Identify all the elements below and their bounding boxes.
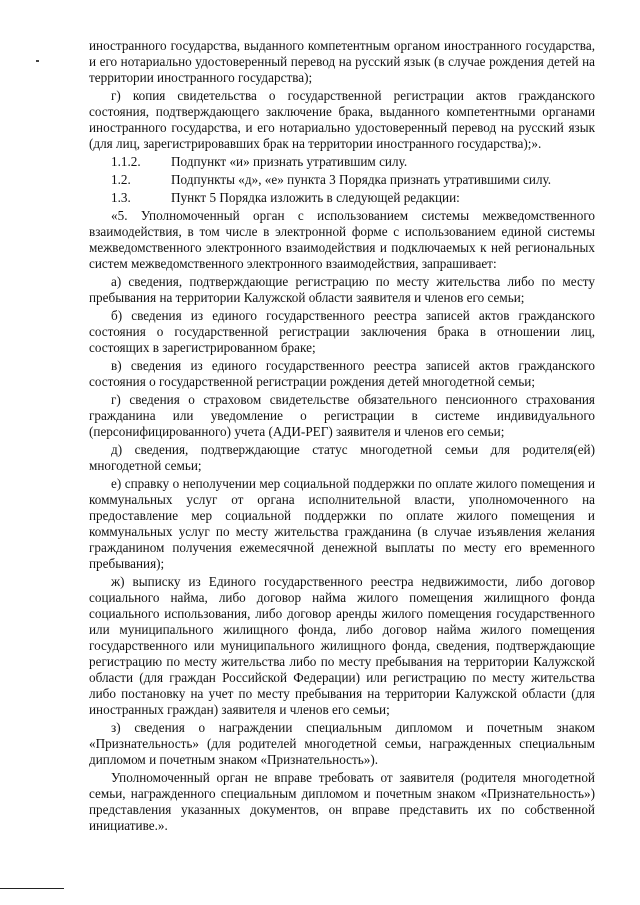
item-number: 1.2. (111, 172, 131, 187)
paragraph: е) справку о неполучении мер социальной поддержки по оплате жилого помещения и коммунальных услуг от органа исполнительной власти, уполномоченного на предоставление мер социальной поддержки по оплате жилого помещения и коммунальных услуг по месту жительства гражданина (в случае изъявления желания гражданином получения ежемесячной денежной выплаты по месту его временного пребывания); (89, 476, 595, 571)
item-text: Подпункт «и» признать утратившим силу. (171, 154, 408, 169)
paragraph: б) сведения из единого государственного реестра записей актов гражданского состояния о государственной регистрации заключения брака в отношении лиц, состоящих в зарегистрированном браке; (89, 308, 595, 355)
numbered-item (89, 172, 595, 188)
paragraph: ж) выписку из Единого государственного реестра недвижимости, либо договор социального найма, либо договор найма жилого помещения жилищного фонда социального использования, либо договор аренды жилого помещения государственного или муниципального жилищного фонда, либо договор найма жилого помещения государственного или муниципального жилищного фонда, сведения, подтверждающие регистрацию по месту жительства либо по месту пребывания на территории Калужской области (для граждан Российской Федерации) или регистрацию по месту жительства либо постановку на учет по месту пребывания на территории Калужской области (для иностранных граждан) заявителя и членов его семьи; (89, 574, 595, 717)
item-text: Подпункты «д», «е» пункта 3 Порядка признать утратившими силу. (171, 172, 552, 187)
paragraph: з) сведения о награждении специальным дипломом и почетным знаком «Признательность» (для родителей многодетной семьи, награжденных специальным дипломом и почетным знаком «Признательность»). (89, 720, 595, 767)
paragraph: д) сведения, подтверждающие статус многодетной семьи для родителя(ей) многодетной семьи; (89, 442, 595, 473)
footnote-rule (0, 888, 64, 889)
paragraph: «5. Уполномоченный орган с использованием системы межведомственного взаимодействия, в том числе в электронной форме с использованием единой системы межведомственного электронного взаимодействия и подключаемых к ней региональных систем межведомственного электронного взаимодействия, запрашивает: (89, 208, 595, 271)
item-number: 1.3. (111, 190, 131, 205)
item-text: Пункт 5 Порядка изложить в следующей редакции: (171, 190, 460, 205)
numbered-item (89, 190, 595, 206)
paragraph: Уполномоченный орган не вправе требовать от заявителя (родителя многодетной семьи, награжденного специальным дипломом и почетным знаком «Признательность») представления указанных документов, он вправе представить их по собственной инициативе.». (89, 770, 595, 833)
item-number: 1.1.2. (111, 154, 141, 169)
paragraph: а) сведения, подтверждающие регистрацию по месту жительства либо по месту пребывания на территории Калужской области заявителя и членов его семьи; (89, 274, 595, 305)
paragraph: иностранного государства, выданного компетентным органом иностранного государства, и его нотариально удостоверенный перевод на русский язык (в случае рождения детей на территории иностранного государства); (89, 38, 595, 85)
document-text (89, 38, 595, 836)
scan-speck (36, 60, 39, 62)
paragraph: г) копия свидетельства о государственной регистрации актов гражданского состояния, подтверждающего заключение брака, выданного компетентными органами иностранного государства, и его нотариально удостоверенный перевод на русский язык (для лиц, зарегистрировавших брак на территории иностранного государства);». (89, 88, 595, 151)
paragraph: г) сведения о страховом свидетельстве обязательного пенсионного страхования гражданина или уведомление о регистрации в системе индивидуального (персонифицированного) учета (АДИ-РЕГ) заявителя и членов его семьи; (89, 392, 595, 439)
paragraph: в) сведения из единого государственного реестра записей актов гражданского состояния о государственной регистрации рождения детей многодетной семьи; (89, 358, 595, 389)
numbered-item (89, 154, 595, 170)
